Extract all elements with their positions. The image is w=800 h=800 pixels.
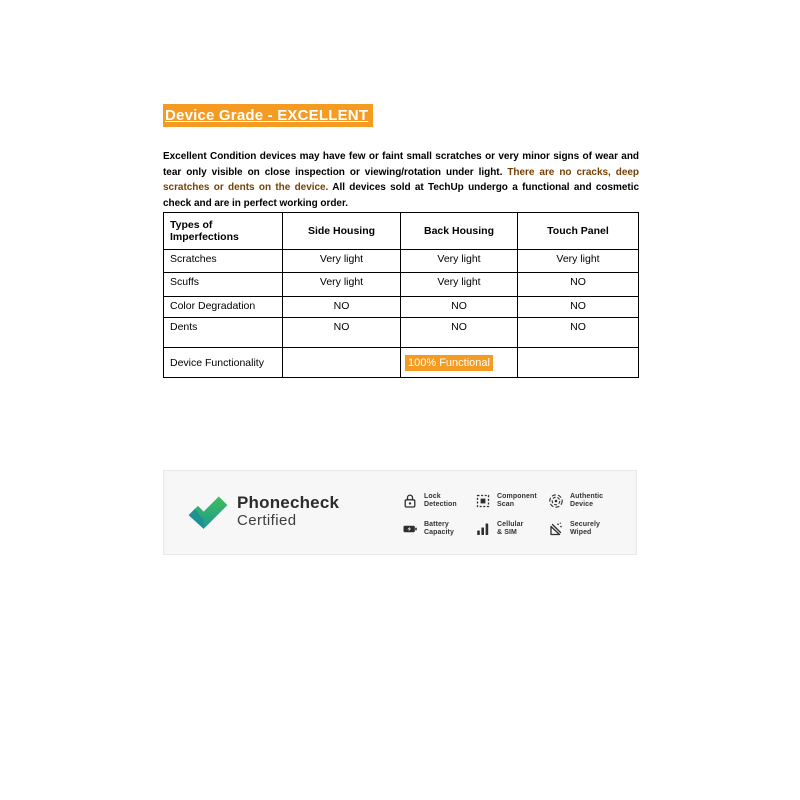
feature-label: Securely Wiped (570, 521, 600, 536)
description-part-1: Excellent Condition devices may have few or faint small scratches or very minor signs of wear and tear only visible on close inspection or viewing/rotation under light. (163, 151, 639, 178)
feature-securely-wiped (548, 516, 623, 542)
feature-label: Battery Capacity (424, 521, 454, 536)
table-row (164, 297, 639, 318)
component-scan-icon (475, 493, 491, 509)
wipe-icon (548, 521, 564, 537)
table-cell: Very light (283, 273, 401, 297)
table-cell (401, 348, 518, 378)
feature-battery-capacity (402, 516, 475, 542)
table-cell: NO (283, 318, 401, 348)
row-label: Scuffs (164, 273, 283, 297)
column-header-types: Types of Imperfections (164, 213, 283, 250)
table-cell: Very light (518, 250, 639, 273)
feature-label: Cellular & SIM (497, 521, 524, 536)
table-cell: NO (283, 297, 401, 318)
table-cell: Very light (401, 250, 518, 273)
grade-description (163, 149, 639, 211)
feature-lock-detection (402, 488, 475, 514)
signal-bars-icon (475, 521, 491, 537)
page-title: Device Grade - EXCELLENT (163, 104, 373, 127)
table-cell: NO (518, 318, 639, 348)
feature-label: Component Scan (497, 493, 537, 508)
feature-component-scan (475, 488, 548, 514)
lock-icon (402, 493, 418, 509)
table-cell: Very light (401, 273, 518, 297)
phonecheck-certified-panel (163, 470, 637, 555)
brand-name: Phonecheck (237, 493, 340, 512)
table-header-row (164, 213, 639, 250)
imperfections-table (163, 212, 639, 378)
column-header-side-housing: Side Housing (283, 213, 401, 250)
description-part-2: There are no cracks, deep scratches or dents on the device. (163, 166, 639, 194)
feature-label: Lock Detection (424, 493, 457, 508)
table-cell (518, 348, 639, 378)
brand-text (237, 493, 339, 530)
table-cell (283, 348, 401, 378)
table-row (164, 318, 639, 348)
description-part-3: All devices sold at TechUp undergo a functional and cosmetic check and are in perfect working order. (163, 182, 639, 209)
certification-features (402, 488, 623, 542)
table-cell: NO (401, 318, 518, 348)
column-header-back-housing: Back Housing (401, 213, 518, 250)
row-label: Color Degradation (164, 297, 283, 318)
brand-subtitle: Certified (237, 512, 297, 529)
table-cell: NO (518, 297, 639, 318)
feature-label: Authentic Device (570, 493, 604, 508)
functional-status-badge: 100% Functional (405, 355, 493, 371)
table-cell: NO (518, 273, 639, 297)
fingerprint-icon (548, 493, 564, 509)
row-label: Device Functionality (164, 348, 283, 378)
phonecheck-checkmark-logo (185, 486, 231, 540)
column-header-touch-panel: Touch Panel (518, 213, 639, 250)
table-cell: NO (401, 297, 518, 318)
table-row (164, 348, 639, 378)
row-label: Dents (164, 318, 283, 348)
battery-icon (402, 521, 418, 537)
row-label: Scratches (164, 250, 283, 273)
table-row (164, 250, 639, 273)
table-row (164, 273, 639, 297)
table-cell: Very light (283, 250, 401, 273)
feature-cellular-sim (475, 516, 548, 542)
feature-authentic-device (548, 488, 623, 514)
